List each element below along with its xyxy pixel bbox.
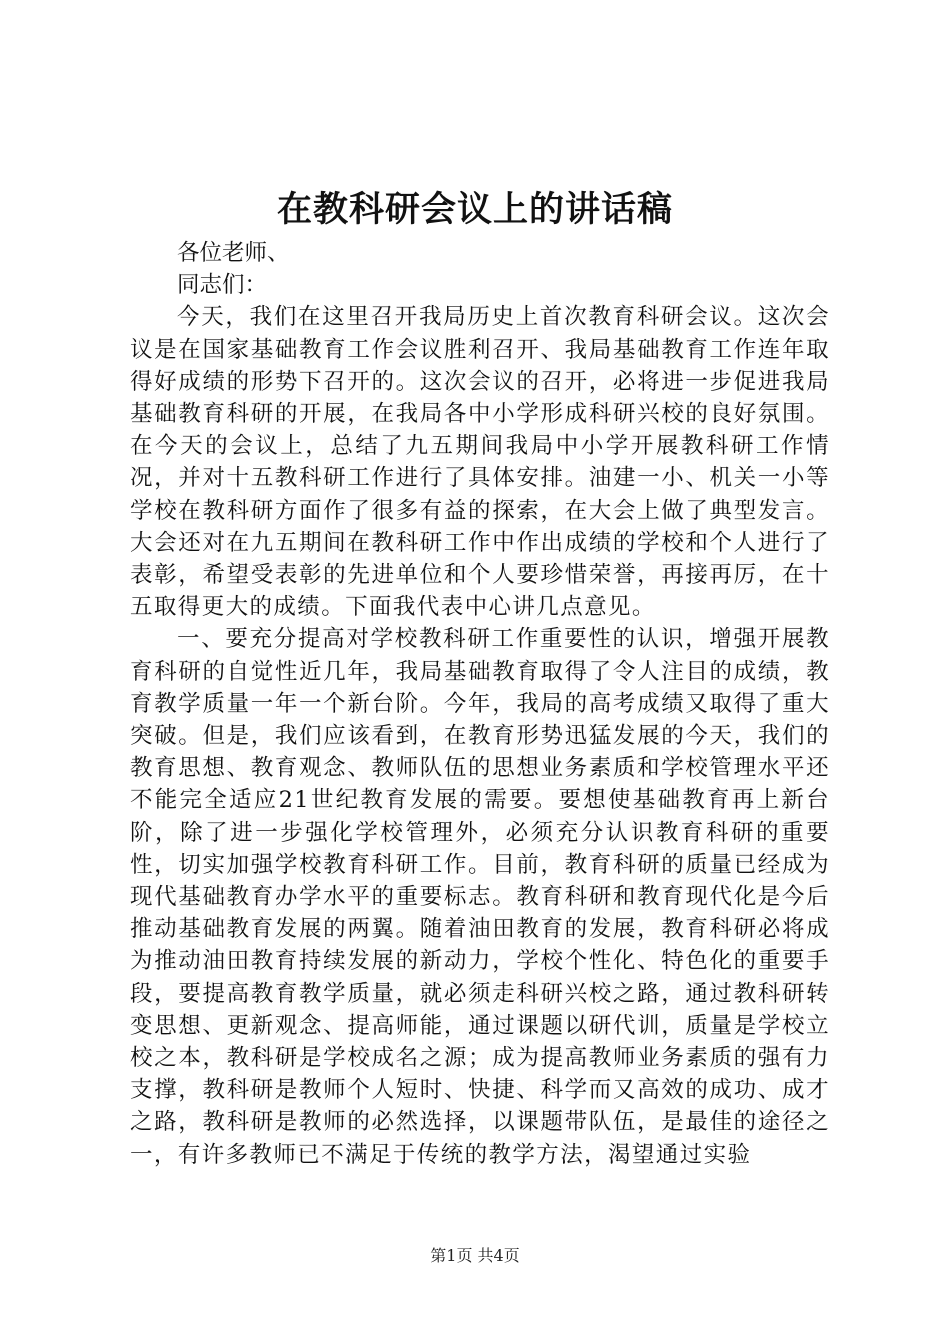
salutation-line: 同志们： (177, 272, 268, 299)
document-title: 在教科研会议上的讲话稿 (276, 189, 673, 230)
body-paragraph: 今天，我们在这里召开我局历史上首次教育科研会议。这次会议是在国家基础教育工作会议胜利召开、我局基础教育工作连年取得好成绩的形势下召开的。这次会议的召开，必将进一步促进我局基础教育科研的开展，在我局各中小学形成科研兴校的良好氛围。在今天的会议上，总结了九五期间我局中小学开展教科研工作情况，并对十五教科研工作进行了具体安排。油建一小、机关一小等学校在教科研方面作了很多有益的探索，在大会上做了典型发言。大会还对在九五期间在教科研工作中作出成绩的学校和个人进行了表彰，希望受表彰的先进单位和个人要珍惜荣誉，再接再厉，在十五取得更大的成绩。下面我代表中心讲几点意见。 (130, 304, 830, 621)
page-footer: 第1页 共4页 (430, 1246, 520, 1265)
body-paragraph: 一、要充分提高对学校教科研工作重要性的认识，增强开展教育科研的自觉性近几年，我局基础教育取得了令人注目的成绩，教育教学质量一年一个新台阶。今年，我局的高考成绩又取得了重大突破。但是，我们应该看到，在教育形势迅猛发展的今天，我们的教育思想、教育观念、教师队伍的思想业务素质和学校管理水平还不能完全适应21世纪教育发展的需要。要想使基础教育再上新台阶，除了进一步强化学校管理外，必须充分认识教育科研的重要性，切实加强学校教育科研工作。目前，教育科研的质量已经成为现代基础教育办学水平的重要标志。教育科研和教育现代化是今后推动基础教育发展的两翼。随着油田教育的发展，教育科研必将成为推动油田教育持续发展的新动力，学校个性化、特色化的重要手段，要提高教育教学质量，就必须走科研兴校之路，通过教科研转变思想、更新观念、提高师能，通过课题以研代训，质量是学校立校之本，教科研是学校成名之源；成为提高教师业务素质的强有力支撑，教科研是教师个人短时、快捷、科学而又高效的成功、成才之路，教科研是教师的必然选择，以课题带队伍，是最佳的途径之一，有许多教师已不满足于传统的教学方法，渴望通过实验 (130, 626, 830, 1168)
document-body (130, 237, 830, 1171)
salutation-line: 各位老师、 (177, 240, 290, 266)
